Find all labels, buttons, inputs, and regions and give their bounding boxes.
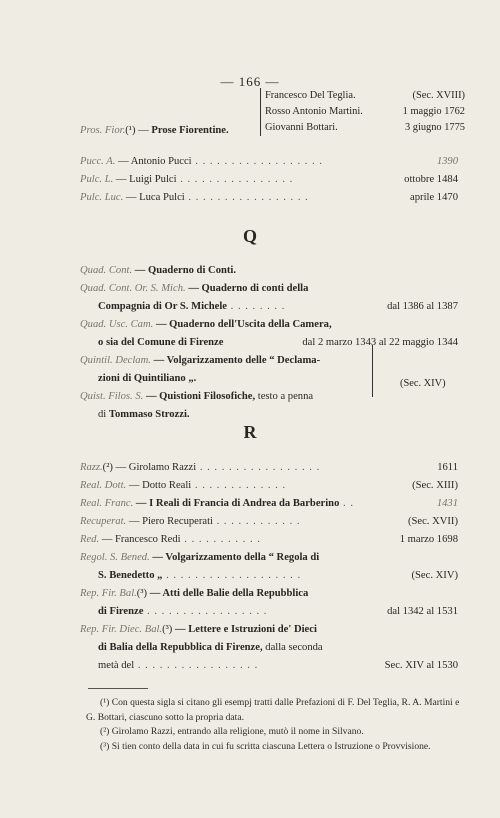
entry-title-cont: Tommaso Strozzi. (108, 409, 190, 420)
entry-title-cont: o sia del Comune di Firenze (98, 337, 224, 348)
entry-name: — Luca Pulci (125, 192, 185, 203)
dash: — (135, 125, 152, 136)
abbr: Razz. (80, 462, 103, 473)
abbr: Quad. Cont. (80, 265, 133, 276)
leader-dots: . . . . . . . . . . . (180, 534, 261, 545)
pros-fior-line (265, 104, 465, 120)
line-left: Francesco Del Teglia. (265, 90, 356, 101)
entry-quist (80, 388, 370, 406)
leader-dots: . . . . . . . . . . . . . . . . . (134, 660, 259, 671)
entry-quintil (80, 352, 370, 370)
entry-title-cont: S. Benedetto „ (98, 570, 163, 581)
footnote-ref: (¹) (125, 125, 136, 136)
entry-date: (Sec. XIII) (412, 480, 458, 491)
entry-date: 1611 (437, 462, 458, 473)
entry-rep-fir (80, 585, 458, 603)
entry-title-cont: di Balia della Repubblica di Firenze, (98, 642, 263, 653)
entry-title: — Quistioni Filosofiche, (145, 391, 256, 402)
entry-pros-fior (80, 122, 260, 140)
entry-title-cont: Compagnia di Or S. Michele (98, 301, 227, 312)
entry-date: 1 marzo 1698 (399, 534, 458, 545)
entry-rep-fir-diec-cont (80, 639, 458, 657)
entry-name: — I Reali di Francia di Andrea da Barberino (135, 498, 340, 509)
leader-dots: . . . . . . . . . . . . . . . . . . (191, 156, 323, 167)
abbr: Regol. S. Bened. (80, 552, 150, 563)
entry-rep-fir-cont (80, 603, 458, 621)
shared-century: (Sec. XIV) (400, 378, 446, 389)
pros-fior-lines (260, 88, 465, 136)
entry-pulc-luc (80, 189, 458, 207)
entry-title-cont: zioni di Quintiliano „. (98, 373, 197, 384)
footnote-text: Si tien conto della data in cui fu scritta ciascuna Lettera o Istruzione o Provvisione. (111, 741, 431, 752)
footnote-2 (86, 725, 466, 740)
footnote-rule (88, 688, 148, 689)
line-left: Rosso Antonio Martini. (265, 106, 363, 117)
entry-date: 1390 (436, 156, 458, 167)
entry-date: (Sec. XIV) (411, 570, 458, 581)
entry-rep-fir-diec-cont2 (80, 657, 458, 675)
entry-name: — Antonio Pucci (118, 156, 192, 167)
entry-razz (80, 459, 458, 477)
abbr: Pulc. Luc. (80, 192, 124, 203)
entry-quad-cont-or (80, 280, 458, 298)
entry-date: ottobre 1484 (404, 174, 458, 185)
abbr: Rep. Fir. Diec. Bal. (80, 624, 163, 635)
section-heading-r: R (243, 422, 257, 442)
leader-dots: . . . . . . . . . . . . . . . . . (143, 606, 268, 617)
entry-recuperat (80, 513, 458, 531)
entry-name: — Dotto Reali (128, 480, 192, 491)
leader-dots: . . . . . . . . . . . . (212, 516, 301, 527)
line-right: 1 maggio 1762 (402, 106, 465, 117)
abbr: Quist. Filos. S. (80, 391, 144, 402)
entry-quad-cont (80, 262, 458, 280)
entry-title: — Lettere e Istruzioni de' Dieci (174, 624, 317, 635)
abbr: Rep. Fir. Bal. (80, 588, 137, 599)
abbr: Pucc. A. (80, 156, 116, 167)
entry-name: — Francesco Redi (101, 534, 181, 545)
entry-date: Sec. XIV al 1530 (384, 660, 458, 671)
entry-title: — Quaderno dell'Uscita della Camera, (155, 319, 332, 330)
entry-date: dal 1342 al 1531 (387, 606, 458, 617)
entry-date: dal 2 marzo 1343 al 22 maggio 1344 (302, 337, 458, 348)
entry-title: Prose Fiorentine. (151, 125, 229, 136)
footnote-ref: (³) (136, 588, 148, 599)
abbr: Recuperat. (80, 516, 127, 527)
footnote-text: Girolamo Razzi, entrando alla religione, mutò il nome in Silvano. (111, 726, 364, 737)
entry-quad-usc (80, 316, 458, 334)
abbr: Quad. Cont. Or. S. Mich. (80, 283, 186, 294)
footnote-3 (86, 740, 466, 755)
footnote-text: Con questa sigla si citano gli esempj tratti dalle Prefazioni di F. Del Teglia, R. A. Martini e G. Bottari, ciascuno sotto la propria data. (86, 697, 460, 723)
bracket-divider (372, 345, 373, 397)
footnote-ref: (²) (102, 462, 113, 473)
line-right: 3 giugno 1775 (404, 122, 465, 133)
page-number: — 166 — (220, 74, 280, 89)
entry-regol (80, 549, 458, 567)
entry-real-franc (80, 495, 458, 513)
entry-quad-cont-or-cont (80, 298, 458, 316)
entry-text: metà del (98, 660, 135, 671)
abbr: Pros. Fior. (80, 125, 126, 136)
entry-date: dal 1386 al 1387 (387, 301, 458, 312)
abbr: Quad. Usc. Cam. (80, 319, 154, 330)
entry-text: di (98, 409, 107, 420)
leader-dots: . . . . . . . . . . . . . . . . . (184, 192, 309, 203)
entry-title: — Quaderno di conti della (188, 283, 309, 294)
section-heading-q: Q (242, 226, 257, 246)
entry-name: — Piero Recuperati (128, 516, 213, 527)
footnote-mark: (²) (100, 726, 110, 737)
entry-rep-fir-diec (80, 621, 458, 639)
entry-date: 1431 (436, 498, 458, 509)
entry-regol-cont (80, 567, 458, 585)
entry-title: — Volgarizzamento della “ Regola di (152, 552, 320, 563)
entry-quintil-cont (80, 370, 370, 388)
entry-name: — Girolamo Razzi (115, 462, 197, 473)
abbr: Red. (80, 534, 100, 545)
leader-dots: . . . . . . . . . . . . . . . . . . . (162, 570, 302, 581)
footnote-mark: (³) (100, 741, 110, 752)
line-right: (Sec. XVIII) (412, 90, 465, 101)
abbr: Quintil. Declam. (80, 355, 151, 366)
entry-title: — Volgarizzamento delle “ Declama- (153, 355, 321, 366)
entry-quad-usc-cont (80, 334, 458, 352)
entry-name: — Luigi Pulci (115, 174, 177, 185)
abbr: Real. Franc. (80, 498, 134, 509)
abbr: Real. Dott. (80, 480, 127, 491)
leader-dots: . . . . . . . . (227, 301, 286, 312)
entry-pulc-l (80, 171, 458, 189)
entry-title: — Atti delle Balie della Repubblica (149, 588, 309, 599)
entry-title: — Quaderno di Conti. (134, 265, 236, 276)
entry-date: aprile 1470 (410, 192, 458, 203)
pros-fior-line (265, 120, 465, 136)
leader-dots: . . . . . . . . . . . . . . . . (176, 174, 294, 185)
pros-fior-line (265, 88, 465, 104)
entry-text: testo a penna (257, 391, 314, 402)
entry-text: dalla seconda (265, 642, 323, 653)
entry-real-dott (80, 477, 458, 495)
footnote-ref: (³) (162, 624, 173, 635)
footnote-1 (86, 696, 466, 725)
leader-dots: . . (339, 498, 354, 509)
entry-red (80, 531, 458, 549)
entry-date: (Sec. XVII) (407, 516, 458, 527)
footnote-mark: (¹) (100, 697, 110, 708)
entry-title-cont: di Firenze (98, 606, 144, 617)
entry-pucc (80, 153, 458, 171)
line-left: Giovanni Bottari. (265, 122, 338, 133)
leader-dots: . . . . . . . . . . . . . . . . . (196, 462, 321, 473)
leader-dots: . . . . . . . . . . . . . (191, 480, 287, 491)
abbr: Pulc. L. (80, 174, 114, 185)
